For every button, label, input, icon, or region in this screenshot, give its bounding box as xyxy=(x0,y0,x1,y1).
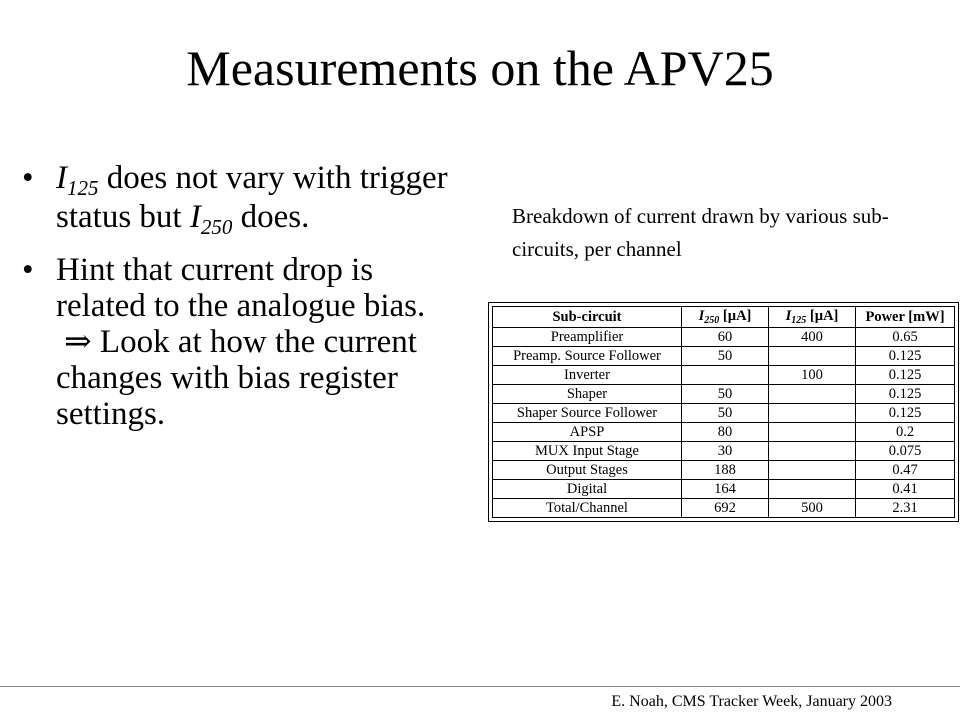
cell-sub-circuit: Digital xyxy=(493,480,682,499)
cell-i125: 400 xyxy=(769,328,856,347)
footer-divider xyxy=(0,686,960,687)
bullet-list xyxy=(22,160,452,446)
table-row xyxy=(493,461,955,480)
cell-i125 xyxy=(769,385,856,404)
cell-i250: 188 xyxy=(682,461,769,480)
implies-arrow-icon: ⇒ xyxy=(64,324,92,360)
bullet-dot-icon: • xyxy=(22,252,34,288)
bullet-item-2 xyxy=(22,252,452,432)
header-sub-circuit: Sub-circuit xyxy=(493,307,682,328)
bullet-item-1 xyxy=(22,160,452,238)
cell-power: 0.075 xyxy=(856,442,955,461)
current-breakdown-table-frame xyxy=(488,302,959,522)
cell-power: 0.125 xyxy=(856,366,955,385)
cell-power: 0.125 xyxy=(856,347,955,366)
cell-i250: 50 xyxy=(682,385,769,404)
cell-power: 0.41 xyxy=(856,480,955,499)
bullet-2-text-a: Hint that current drop is related to the analogue bias. xyxy=(56,252,426,324)
cell-sub-circuit: MUX Input Stage xyxy=(493,442,682,461)
cell-i250: 692 xyxy=(682,499,769,518)
bullet-1-text-b: does. xyxy=(232,199,310,235)
cell-sub-circuit: Preamp. Source Follower xyxy=(493,347,682,366)
cell-i250: 164 xyxy=(682,480,769,499)
cell-i250: 60 xyxy=(682,328,769,347)
table-caption: Breakdown of current drawn by various sub-circuits, per channel xyxy=(512,204,889,261)
cell-power: 2.31 xyxy=(856,499,955,518)
bullet-2-text-b: Look at how the current changes with bias register settings. xyxy=(56,324,417,432)
table-row xyxy=(493,347,955,366)
cell-sub-circuit: APSP xyxy=(493,423,682,442)
table-row xyxy=(493,442,955,461)
i-symbol: I xyxy=(56,160,67,196)
table-row xyxy=(493,328,955,347)
cell-i125 xyxy=(769,404,856,423)
cell-i250 xyxy=(682,366,769,385)
cell-sub-circuit: Shaper Source Follower xyxy=(493,404,682,423)
cell-i250: 80 xyxy=(682,423,769,442)
table-row xyxy=(493,480,955,499)
table-row xyxy=(493,404,955,423)
cell-power: 0.125 xyxy=(856,404,955,423)
cell-power: 0.65 xyxy=(856,328,955,347)
i250-subscript: 250 xyxy=(200,215,233,239)
table-row xyxy=(493,499,955,518)
slide-title: Measurements on the APV25 xyxy=(186,40,774,96)
cell-sub-circuit: Preamplifier xyxy=(493,328,682,347)
cell-i125 xyxy=(769,480,856,499)
table-row xyxy=(493,366,955,385)
cell-sub-circuit: Output Stages xyxy=(493,461,682,480)
header-i250: $I_{250}$ [µA] xyxy=(682,307,769,328)
cell-power: 0.47 xyxy=(856,461,955,480)
cell-i250: 50 xyxy=(682,347,769,366)
table-row xyxy=(493,423,955,442)
bullet-1-text-a: does not vary with trigger status but xyxy=(56,160,448,235)
cell-i125: 500 xyxy=(769,499,856,518)
slide-footer: E. Noah, CMS Tracker Week, January 2003 xyxy=(611,693,892,710)
cell-i125 xyxy=(769,461,856,480)
cell-i125: 100 xyxy=(769,366,856,385)
cell-i250: 50 xyxy=(682,404,769,423)
cell-i125 xyxy=(769,442,856,461)
cell-power: 0.2 xyxy=(856,423,955,442)
table-row xyxy=(493,385,955,404)
table-body xyxy=(493,328,955,518)
current-breakdown-table xyxy=(492,306,955,518)
cell-sub-circuit: Total/Channel xyxy=(493,499,682,518)
bullet-dot-icon: • xyxy=(22,160,34,196)
cell-i125 xyxy=(769,423,856,442)
header-i125: $I_{125}$ [µA] xyxy=(769,307,856,328)
cell-sub-circuit: Inverter xyxy=(493,366,682,385)
header-power: Power [mW] xyxy=(856,307,955,328)
i-symbol: I xyxy=(189,199,201,235)
cell-i250: 30 xyxy=(682,442,769,461)
cell-sub-circuit: Shaper xyxy=(493,385,682,404)
table-header-row xyxy=(493,307,955,328)
cell-i125 xyxy=(769,347,856,366)
cell-power: 0.125 xyxy=(856,385,955,404)
i125-subscript: 125 xyxy=(67,176,99,200)
